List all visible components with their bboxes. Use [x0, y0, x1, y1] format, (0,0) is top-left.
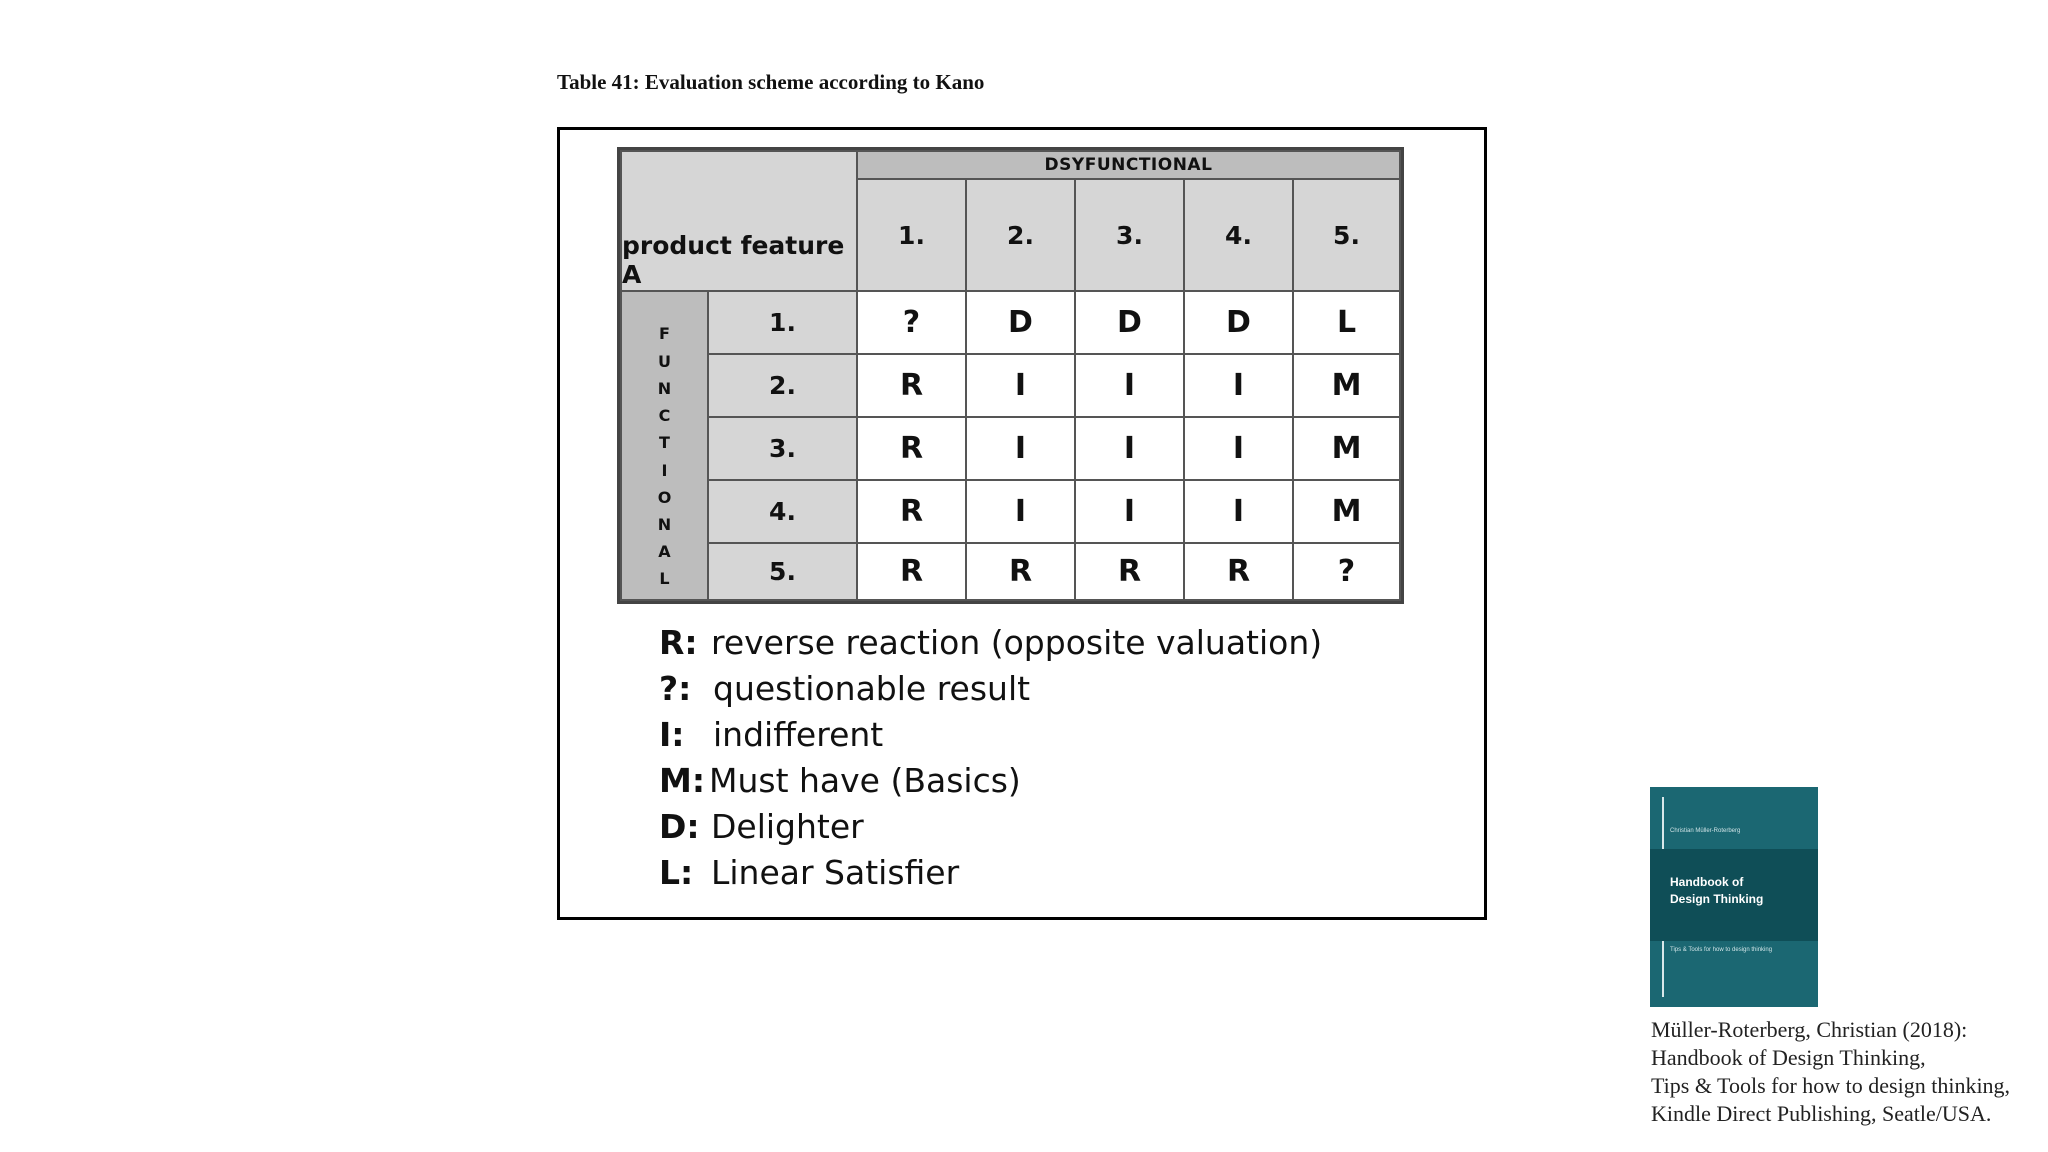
legend-text: indifferent: [713, 715, 884, 754]
functional-letter: N: [657, 514, 672, 534]
table-cell: D: [965, 290, 1076, 355]
kano-evaluation-table: [617, 147, 1404, 604]
book-citation: [1651, 1016, 2010, 1128]
table-caption: Table 41: Evaluation scheme according to Kano: [557, 70, 985, 94]
column-header: 2.: [965, 178, 1076, 292]
table-cell: M: [1292, 479, 1401, 544]
table-cell: R: [856, 542, 967, 601]
table-cell: I: [1183, 416, 1294, 481]
table-cell: I: [965, 479, 1076, 544]
legend-item: [659, 666, 1322, 712]
book-cover-author: Christian Müller-Roterberg: [1670, 828, 1741, 834]
table-cell: D: [1183, 290, 1294, 355]
table-cell: L: [1292, 290, 1401, 355]
table-cell: M: [1292, 353, 1401, 418]
column-header: 5.: [1292, 178, 1401, 292]
legend-text: Must have (Basics): [709, 761, 1021, 800]
functional-letter: L: [659, 569, 670, 589]
legend-item: [659, 804, 1322, 850]
citation-line: Müller-Roterberg, Christian (2018):: [1651, 1017, 1968, 1042]
book-cover-subtitle: Tips & Tools for how to design thinking: [1670, 947, 1773, 953]
row-header: 2.: [707, 353, 858, 418]
legend-key: I:: [659, 715, 685, 754]
table-cell: R: [965, 542, 1076, 601]
table-cell: I: [965, 353, 1076, 418]
table-cell: R: [856, 479, 967, 544]
functional-letter: A: [658, 542, 671, 562]
column-header: 3.: [1074, 178, 1185, 292]
legend-item: [659, 850, 1322, 896]
row-header: 1.: [707, 290, 858, 355]
citation-line: Handbook of Design Thinking,: [1651, 1045, 1926, 1070]
functional-letter: N: [657, 378, 672, 398]
dysfunctional-header: DSYFUNCTIONAL: [856, 150, 1401, 180]
table-cell: R: [856, 353, 967, 418]
book-cover-title: [1670, 874, 1810, 908]
legend-item: [659, 758, 1322, 804]
table-cell: M: [1292, 416, 1401, 481]
column-header: 4.: [1183, 178, 1294, 292]
table-cell: I: [1183, 353, 1294, 418]
citation-line: Kindle Direct Publishing, Seatle/USA.: [1651, 1101, 1992, 1126]
legend-text: questionable result: [713, 669, 1031, 708]
functional-letter: I: [661, 460, 668, 480]
row-header: 4.: [707, 479, 858, 544]
book-cover-title-line: Handbook of: [1670, 875, 1744, 889]
table-cell: D: [1074, 290, 1185, 355]
legend-key: ?:: [659, 669, 692, 708]
citation-line: Tips & Tools for how to design thinking,: [1651, 1073, 2011, 1098]
table-cell: ?: [1292, 542, 1401, 601]
legend-text: reverse reaction (opposite valuation): [711, 623, 1323, 662]
functional-letter: F: [659, 324, 670, 344]
row-header: 3.: [707, 416, 858, 481]
legend-key: D:: [659, 807, 700, 846]
legend-text: Delighter: [711, 807, 864, 846]
table-cell: R: [1183, 542, 1294, 601]
functional-letter: U: [658, 351, 671, 371]
legend-key: M:: [659, 761, 706, 800]
legend-text: Linear Satisfier: [711, 853, 960, 892]
legend-key: R:: [659, 623, 698, 662]
table-cell: I: [1183, 479, 1294, 544]
column-header: 1.: [856, 178, 967, 292]
row-header: 5.: [707, 542, 858, 601]
book-cover-image: [1650, 787, 1818, 1007]
table-cell: ?: [856, 290, 967, 355]
functional-letter: C: [658, 406, 671, 426]
table-cell: I: [1074, 353, 1185, 418]
functional-letter: O: [657, 487, 672, 507]
corner-label: product feature A: [620, 150, 858, 292]
legend-key: L:: [659, 853, 694, 892]
table-cell: I: [965, 416, 1076, 481]
legend-item: [659, 712, 1322, 758]
legend-item: [659, 620, 1322, 666]
table-cell: I: [1074, 479, 1185, 544]
table-cell: R: [1074, 542, 1185, 601]
functional-header: [620, 290, 709, 601]
book-cover-title-line: Design Thinking: [1670, 892, 1764, 906]
legend: [659, 620, 1322, 896]
table-cell: R: [856, 416, 967, 481]
table-cell: I: [1074, 416, 1185, 481]
functional-letter: T: [659, 433, 670, 453]
